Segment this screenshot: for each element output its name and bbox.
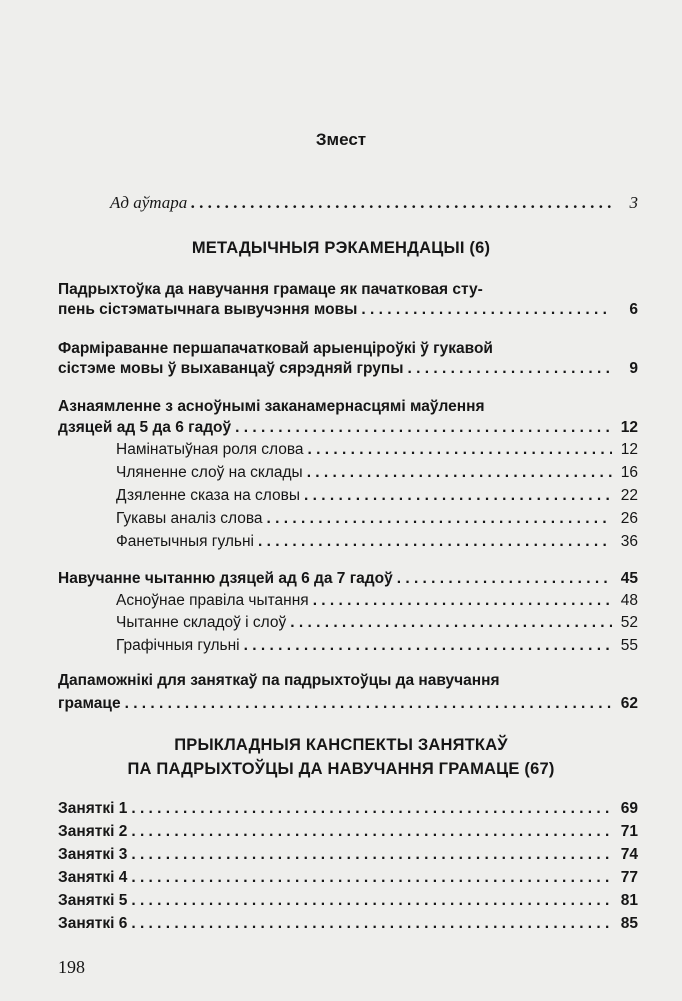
leader-dots [308,440,612,460]
toc-entry-page: 3 [629,193,638,212]
leader-dots [131,845,612,865]
toc-entry-line1: Фарміраванне першапачатковай арыенціроўкі ў гукавой [58,340,493,357]
toc-subentry [116,440,638,460]
toc-entry-label: грамаце [58,695,121,712]
toc-subentry [116,613,638,633]
toc-entry-page: 16 [620,464,638,481]
toc-entry-page: 52 [620,614,638,631]
toc-entry-label: Гукавы аналіз слова [116,510,263,527]
leader-dots [290,613,612,633]
leader-dots [244,636,612,656]
toc-entry-page: 55 [620,637,638,654]
toc-entry-lesson [58,845,638,865]
toc-entry-lesson [58,822,638,842]
leader-dots [361,300,612,320]
toc-entry-lesson [58,891,638,911]
toc-entry-label: Заняткі 2 [58,823,128,840]
toc-entry-page: 12 [620,441,638,458]
toc-subentry [116,591,638,611]
toc-entry-aids [58,694,638,714]
toc-entry-page: 62 [620,695,638,712]
toc-entry-line1: Азнаямленне з асноўнымі заканамернасцямі маўлення [58,398,485,415]
toc-entry-lesson [58,868,638,888]
toc-entry-page: 26 [620,510,638,527]
leader-dots [267,509,612,529]
toc-entry-page: 77 [620,869,638,886]
section-heading-methodical: МЕТАДЫЧНЫЯ РЭКАМЕНДАЦЫІ (6) [191,239,491,257]
toc-entry-label: Заняткі 5 [58,892,128,909]
leader-dots [408,359,613,379]
toc-entry-label: Намінатыўная роля слова [116,441,304,458]
toc-entry-page: 22 [620,487,638,504]
leader-dots [131,799,612,819]
page-number: 198 [58,957,85,977]
toc-entry-label: Заняткі 4 [58,869,128,886]
toc-entry-label: Ад аўтара [110,193,188,212]
toc-entry-label: Графічныя гульні [116,637,240,654]
leader-dots [397,569,612,589]
toc-entry-label: Заняткі 1 [58,800,128,817]
toc-entry-label: Навучанне чытанню дзяцей ад 6 да 7 гадоў [58,570,393,587]
toc-entry-page: 69 [620,800,638,817]
toc-entry-label: пень сістэматычнага вывучэння мовы [58,301,358,318]
toc-subentry [116,532,638,552]
toc-entry-intro [110,193,638,213]
toc-entry-line1: Дапаможнікі для заняткаў па падрыхтоўцы да навучання [58,672,500,689]
toc-entry-page: 6 [629,301,638,318]
toc-entry-label: сістэме мовы ў выхаванцаў сярэдняй групы [58,360,404,377]
toc-entry-lesson [58,799,638,819]
toc-entry-page: 45 [620,570,638,587]
leader-dots [304,486,612,506]
toc-subentry [116,486,638,506]
toc-entry-label: Дзяленне сказа на словы [116,487,301,504]
toc-entry-page: 85 [620,915,638,932]
toc-entry-label: Чытанне складоў і слоў [116,614,287,631]
toc-entry-line1: Падрыхтоўка да навучання грамаце як пачатковая сту- [58,281,483,298]
toc-entry-page: 36 [620,533,638,550]
toc-entry-page: 81 [620,892,638,909]
toc-entry-label: дзяцей ад 5 да 6 гадоў [58,419,232,436]
toc-entry-page: 9 [629,360,638,377]
leader-dots [131,868,612,888]
toc-entry-page: 74 [620,846,638,863]
toc-entry-speech-patterns [58,418,638,438]
toc-entry-label: Фанетычныя гульні [116,533,254,550]
toc-entry-preparation [58,300,638,320]
leader-dots [307,463,612,483]
leader-dots [125,694,612,714]
toc-entry-page: 48 [620,592,638,609]
toc-entry-page: 71 [620,823,638,840]
leader-dots [131,822,612,842]
leader-dots [258,532,612,552]
leader-dots [191,193,612,213]
page-title: Змест [315,130,367,149]
toc-entry-label: Асноўнае правіла чытання [116,592,309,609]
toc-entry-reading [58,569,638,589]
leader-dots [131,891,612,911]
toc-entry-label: Заняткі 3 [58,846,128,863]
leader-dots [313,591,612,611]
toc-subentry [116,636,638,656]
leader-dots [235,418,612,438]
toc-entry-lesson [58,914,638,934]
toc-entry-page: 12 [620,419,638,436]
toc-entry-label: Чляненне слоў на склады [116,464,303,481]
section-heading-lessons-line2: ПА ПАДРЫХТОЎЦЫ ДА НАВУЧАННЯ ГРАМАЦЕ (67) [127,760,555,778]
toc-subentry [116,463,638,483]
toc-entry-sound-system [58,359,638,379]
toc-subentry [116,509,638,529]
section-heading-lessons-line1: ПРЫКЛАДНЫЯ КАНСПЕКТЫ ЗАНЯТКАЎ [174,736,508,754]
toc-entry-label: Заняткі 6 [58,915,128,932]
leader-dots [131,914,612,934]
